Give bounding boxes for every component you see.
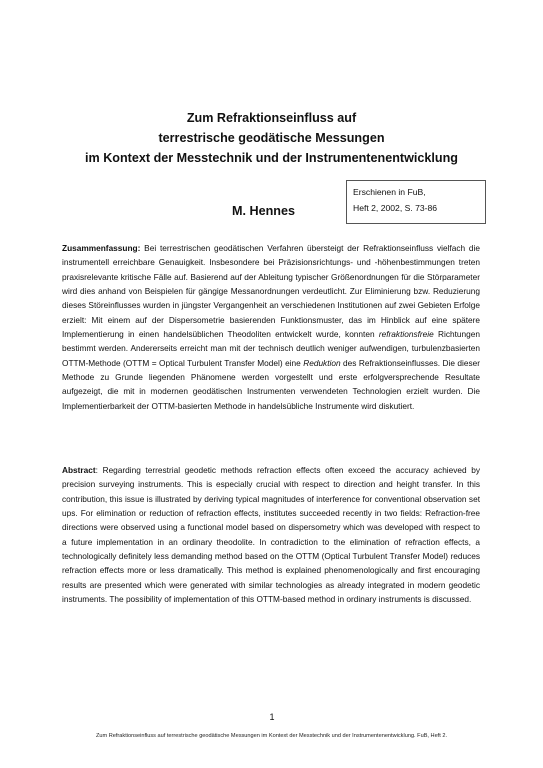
author-name: M. Hennes: [232, 204, 295, 218]
abstract-german-emphasis-2: Reduktion: [303, 357, 341, 368]
publication-info-box: [346, 180, 486, 224]
page-number: 1: [269, 712, 275, 722]
abstract-german: [62, 241, 480, 413]
page-footer: Zum Refraktionseinfluss auf terrestrische geodätische Messungen im Kontext der Messtechnik und der Instrumentenentwicklung. FuB, Heft 2.: [95, 733, 448, 739]
publication-line-2: Heft 2, 2002, S. 73-86: [353, 203, 438, 213]
abstract-german-emphasis-1: refraktionsfreie: [378, 329, 434, 340]
abstract-german-text-b: Richtungen bestimmt werden. Andererseits erreicht man mit der technisch deutlich weniger aufwendigen, turbulenzbasierten OTTM-Methode (OTTM = Optical Turbulent Transfer Model) eine: [62, 329, 480, 368]
abstract-german-label: Zusammenfassung:: [62, 243, 141, 253]
abstract-english-text: : Regarding terrestrial geodetic methods refraction effects often exceed the accuracy achieved by precision surveying instruments. This is especially crucial with respect to direction and height transfer. In this contribution, this issue is illustrated by deriving typical magnitudes of interference for conventional observation set ups. For elimination or reduction of refraction effects, institutes succeeded recently in two fields: Refraction-free directions were observed using a functional model based on dispersometry which was developed with respect to a future implementation in an ordinary theodolite. In contradiction to the elimination of refraction effects, a technologically definitely less demanding method based on the OTTM (Optical Turbulent Transfer Model) reduces refraction effects more or less dramatically. This method is explained phenomenologically and first encouraging results are presented which were generated with similar technologies as already integrated in modern geodetic instruments. The possibility of implementation of this OTTM-based method in ordinary instruments is discussed.: [62, 465, 480, 605]
paper-title: [40, 108, 503, 168]
title-line-1: Zum Refraktionseinfluss auf: [186, 111, 357, 125]
abstract-german-text-c: des Refraktionseinflusses. Die dieser Methode zu Grunde liegenden Phänomene werden vorgestellt und erste erfolgversprechende Resultate aufgezeigt, die mit in modernen geodätischen Instrumenten verwendeten Technologien erzielt wurden. Die Implementierbarkeit der OTTM-basierten Methode in handelsübliche Instrumente wird diskutiert.: [62, 357, 481, 411]
abstract-german-text-a: Bei terrestrischen geodätischen Verfahren übersteigt der Refraktionseinfluss vielfach die instrumentell erreichbare Genauigkeit. Insbesondere bei Präzisionsrichtungs- und -höhenbestimmungen treten praxisrelevante kritische Fälle auf. Basierend auf der Ableitung typischer Größenordnungen für die Störparameter wird dies anhand von Beispielen für gängige Messanordnungen verdeutlicht. Zur Eliminierung bzw. Reduzierung dieses Störeinflusses wurden in jüngster Vergangenheit an verschiedenen Institutionen auf zwei Gebieten Erfolge erzielt: Mit einem auf der Dispersometrie basierenden Funktionsmuster, das im Hinblick auf eine spätere Implementierung in einen handelsüblichen Theodoliten entwickelt wurde, konnten: [62, 243, 480, 340]
abstract-english-label: Abstract: [62, 465, 96, 475]
title-line-3: im Kontext der Messtechnik und der Instrumentenentwicklung: [85, 151, 458, 165]
title-line-2: terrestrische geodätische Messungen: [158, 131, 385, 145]
abstract-english: [62, 463, 480, 606]
publication-line-1: Erschienen in FuB,: [353, 187, 426, 197]
